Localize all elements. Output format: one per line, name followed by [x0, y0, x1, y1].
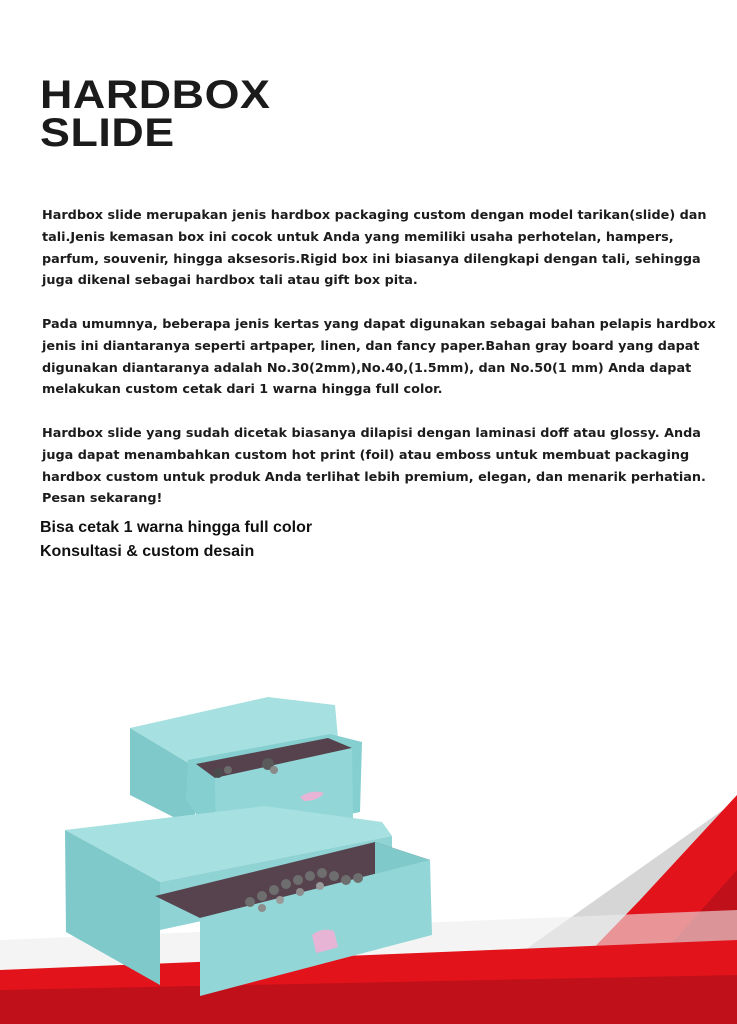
description-text [42, 205, 730, 532]
feature-item: Bisa cetak 1 warna hingga full color [40, 519, 313, 536]
paragraph-finishing: Hardbox slide yang sudah dicetak biasanya dilapisi dengan laminasi doff atau glossy. Anda juga dapat menambahkan custom hot print (foil) atau emboss untuk membuat packaging hardbox custom untuk produk Anda terlihat lebih premium, elegan, dan menarik perhatian. Pesan sekarang! [42, 425, 706, 507]
feature-list [40, 516, 312, 564]
paragraph-materials: Pada umumnya, beberapa jenis kertas yang dapat digunakan sebagai bahan pelapis hardbox jenis ini diantaranya seperti artpaper, linen, dan fancy paper.Bahan gray board yang dapat digunakan diantaranya adalah No.30(2mm),No.40,(1.5mm), dan No.50(1 mm) Anda dapat melakukan custom cetak dari 1 warna hingga full color. [42, 316, 716, 398]
paragraph-intro: Hardbox slide merupakan jenis hardbox packaging custom dengan model tarikan(slide) dan tali.Jenis kemasan box ini cocok untuk Anda yang memiliki usaha perhotelan, hampers, parfum, souvenir, hingga aksesoris.Rigid box ini biasanya dilengkapi dengan tali, sehingga juga dikenal sebagai hardbox tali atau gift box pita. [42, 208, 707, 289]
title-line-1: HARDBOX [40, 73, 271, 117]
feature-item: Konsultasi & custom desain [40, 543, 255, 560]
title-line-2: SLIDE [40, 111, 175, 155]
page-title [40, 73, 271, 155]
